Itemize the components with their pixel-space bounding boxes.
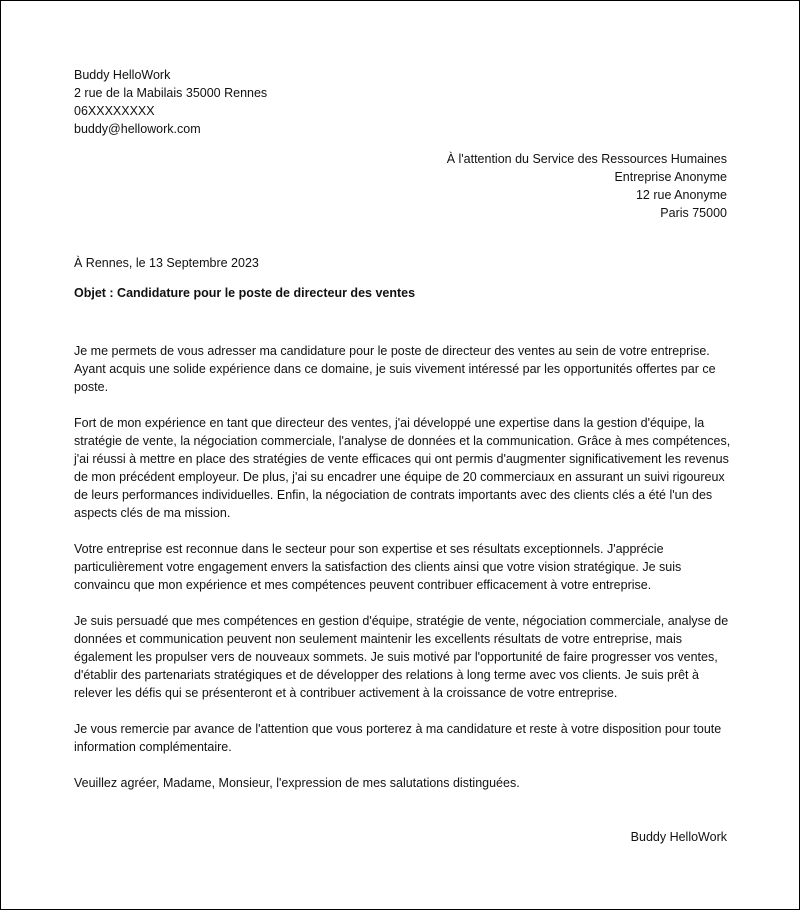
recipient-block (447, 150, 727, 222)
body-paragraph: Fort de mon expérience en tant que directeur des ventes, j'ai développé une expertise dans la gestion d'équipe, la stratégie de vente, la négociation commerciale, l'analyse de données et la communication. Grâce à mes compétences, j'ai réussi à mettre en place des stratégies de vente efficaces qui ont permis d'augmenter significativement les revenus de mon précédent employeur. De plus, j'ai su encadrer une équipe de 20 commerciaux en assurant un suivi rigoureux de leurs performances individuelles. Enfin, la négociation de contrats importants avec des clients clés a été l'un des aspects clés de ma mission. (74, 416, 731, 520)
body-paragraph: Je vous remercie par avance de l'attention que vous porterez à ma candidature et reste à votre disposition pour toute information complémentaire. (74, 722, 722, 754)
closing-paragraph: Veuillez agréer, Madame, Monsieur, l'expression de mes salutations distinguées. (74, 776, 520, 790)
letter-date: À Rennes, le 13 Septembre 2023 (74, 256, 259, 270)
signature: Buddy HelloWork (630, 830, 727, 844)
sender-block (74, 66, 267, 138)
body-paragraph: Je suis persuadé que mes compétences en gestion d'équipe, stratégie de vente, négociation commerciale, analyse de données et communication peuvent non seulement maintenir les excellents résultats de votre entreprise, mais également les propulser vers de nouveaux sommets. Je suis motivé par l'opportunité de faire progresser vos ventes, d'établir des partenariats stratégiques et de développer des relations à long terme avec vos clients. Je suis prêt à relever les défis qui se présenteront et à contribuer activement à la croissance de votre entreprise. (74, 614, 729, 700)
recipient-street: 12 rue Anonyme (635, 188, 727, 202)
sender-email: buddy@hellowork.com (74, 122, 201, 136)
recipient-city: Paris 75000 (660, 206, 727, 220)
letter-subject: Objet : Candidature pour le poste de directeur des ventes (74, 286, 416, 300)
sender-phone: 06XXXXXXXX (74, 104, 155, 118)
recipient-company: Entreprise Anonyme (614, 170, 727, 184)
body-paragraph: Je me permets de vous adresser ma candidature pour le poste de directeur des ventes au sein de votre entreprise. Ayant acquis une solide expérience dans ce domaine, je suis vivement intéressé par les opportunités offertes par ce poste. (74, 344, 716, 394)
recipient-attention: À l'attention du Service des Ressources Humaines (446, 152, 727, 166)
sender-address: 2 rue de la Mabilais 35000 Rennes (74, 86, 268, 100)
letter-body (74, 342, 734, 810)
sender-name: Buddy HelloWork (74, 68, 171, 82)
body-paragraph: Votre entreprise est reconnue dans le secteur pour son expertise et ses résultats exceptionnels. J'apprécie particulièrement votre engagement envers la satisfaction des clients ainsi que votre vision stratégique. Je suis convaincu que mon expérience et mes compétences peuvent contribuer efficacement à votre entreprise. (74, 542, 682, 592)
